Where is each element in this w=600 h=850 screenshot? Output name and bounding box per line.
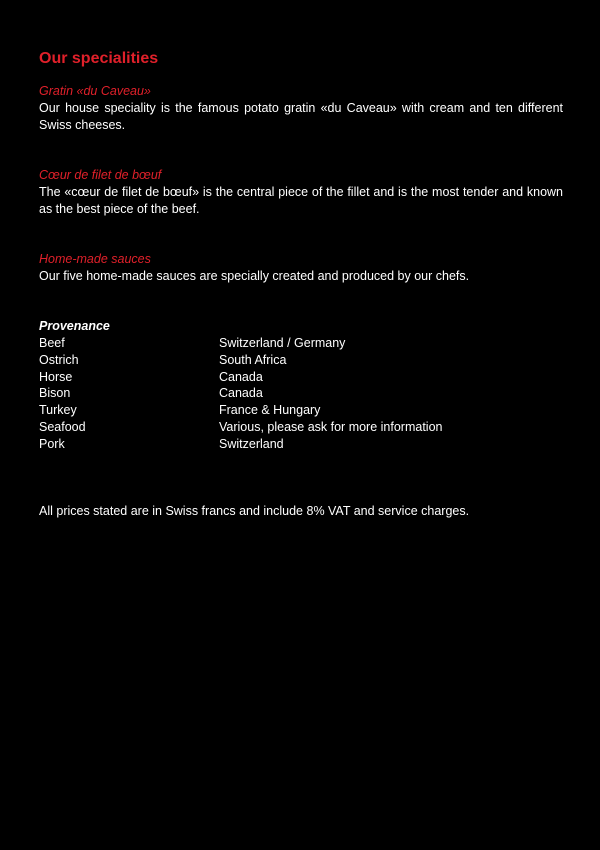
- provenance-origin: Canada: [219, 386, 263, 401]
- provenance-row: [39, 419, 563, 436]
- provenance-row: [39, 385, 563, 402]
- section-sauces: [39, 251, 563, 285]
- provenance-row: [39, 436, 563, 453]
- provenance-animal: Seafood: [39, 419, 86, 434]
- provenance-row: [39, 335, 563, 352]
- provenance-origin: Switzerland: [219, 436, 284, 451]
- menu-page: [39, 48, 563, 520]
- section-gratin: [39, 83, 563, 134]
- provenance-origin: Switzerland / Germany: [219, 336, 346, 350]
- provenance-animal: Turkey: [39, 403, 77, 418]
- provenance-title: Provenance: [39, 319, 110, 333]
- provenance-row: [39, 352, 563, 369]
- section-body-gratin: Our house speciality is the famous potato gratin «du Caveau» with cream and ten different Swiss cheeses.: [39, 101, 563, 132]
- provenance-animal: Ostrich: [39, 352, 79, 367]
- provenance-animal: Horse: [39, 369, 73, 384]
- provenance-animal: Pork: [39, 436, 65, 451]
- section-body-coeur-de-filet: The «cœur de filet de bœuf» is the central piece of the fillet and is the most tender and known as the best piece of the beef.: [39, 185, 563, 216]
- page-title: Our specialities: [39, 50, 159, 67]
- provenance-origin: France & Hungary: [219, 403, 321, 418]
- provenance-table: [39, 318, 563, 453]
- section-body-sauces: Our five home-made sauces are specially created and produced by our chefs.: [39, 269, 470, 283]
- provenance-origin: Canada: [219, 369, 263, 384]
- section-title-coeur-de-filet: Cœur de filet de bœuf: [39, 168, 162, 182]
- provenance-animal: Bison: [39, 386, 71, 401]
- section-coeur-de-filet: [39, 167, 563, 218]
- provenance-animal: Beef: [39, 336, 65, 350]
- provenance-row: [39, 402, 563, 419]
- provenance-origin: Various, please ask for more information: [219, 419, 443, 434]
- section-title-sauces: Home-made sauces: [39, 252, 151, 266]
- section-title-gratin: Gratin «du Caveau»: [39, 84, 151, 98]
- provenance-origin: South Africa: [219, 352, 287, 367]
- provenance-row: [39, 369, 563, 386]
- price-footnote: All prices stated are in Swiss francs and include 8% VAT and service charges.: [39, 503, 470, 518]
